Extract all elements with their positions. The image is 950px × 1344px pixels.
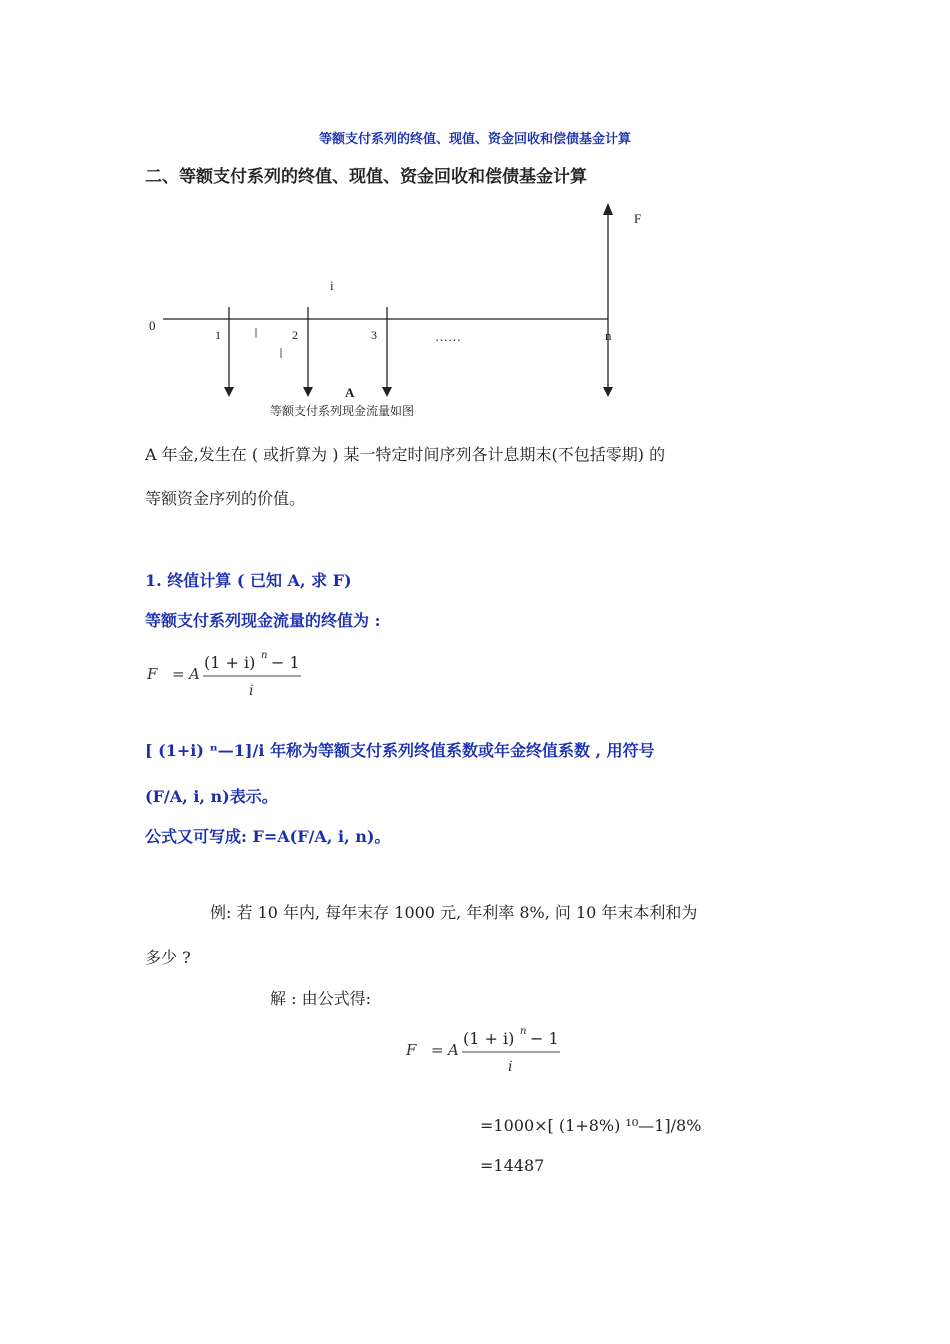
document-title: 等额支付系列的终值、现值、资金回收和偿债基金计算 <box>318 132 631 147</box>
section-1-heading: 1. 终值计算 ( 已知 A, 求 F) <box>145 571 352 590</box>
definition-line-1: A 年金,发生在 ( 或折算为 ) 某一特定时间序列各计息期末(不包括零期) 的 <box>145 445 666 464</box>
diagram-caption: 等额支付系列现金流量如图 <box>270 404 415 418</box>
label-zero: 0 <box>149 318 156 333</box>
svg-text:F: F <box>406 1041 417 1059</box>
svg-text:=: = <box>172 665 185 683</box>
coefficient-line-2: (F/A, i, n)表示。 <box>145 787 278 806</box>
svg-text:=: = <box>431 1041 444 1059</box>
svg-text:A: A <box>189 665 200 683</box>
cash-flow-diagram <box>140 195 660 429</box>
svg-text:− 1: − 1 <box>530 1029 559 1048</box>
tick-3: 3 <box>371 328 377 342</box>
label-i: i <box>330 278 334 293</box>
calculation-line-1: =1000×[ (1+8%) ¹⁰—1]/8% <box>480 1116 702 1135</box>
section-heading: 二、等额支付系列的终值、现值、资金回收和偿债基金计算 <box>145 167 587 187</box>
tick-n: n <box>605 328 612 343</box>
example-question-line-2: 多少 ? <box>145 948 191 967</box>
cash-flow-svg <box>140 195 660 425</box>
ellipsis: …… <box>435 329 461 344</box>
svg-text:i: i <box>508 1059 513 1075</box>
formula-alternate: 公式又可写成: F=A(F/A, i, n)。 <box>145 827 391 846</box>
section-1-subheading: 等额支付系列现金流量的终值为 : <box>145 611 381 630</box>
calculation-result: =14487 <box>480 1156 545 1175</box>
svg-text:n: n <box>261 650 268 661</box>
svg-text:i: i <box>249 683 254 699</box>
label-F: F <box>634 211 642 226</box>
svg-text:F: F <box>147 665 158 683</box>
solution-intro: 解 : 由公式得: <box>270 989 371 1008</box>
future-value-formula <box>147 648 307 708</box>
tick-2: 2 <box>292 328 298 342</box>
example-question-line-1: 例: 若 10 年内, 每年末存 1000 元, 年利率 8%, 问 10 年末本利和为 <box>210 903 698 922</box>
svg-text:− 1: − 1 <box>271 653 300 672</box>
svg-text:(1 + i): (1 + i) <box>204 653 256 672</box>
svg-text:(1 + i): (1 + i) <box>463 1029 515 1048</box>
definition-line-2: 等额资金序列的价值。 <box>145 489 306 508</box>
svg-text:A: A <box>448 1041 459 1059</box>
coefficient-line-1: [ (1+i) ⁿ—1]/i 年称为等额支付系列终值系数或年金终值系数 , 用符号 <box>145 741 655 760</box>
label-A: A <box>345 385 355 400</box>
future-value-arrowhead <box>603 203 613 215</box>
svg-text:n: n <box>520 1026 527 1037</box>
tick-1: 1 <box>215 328 221 342</box>
solution-formula <box>406 1024 566 1084</box>
